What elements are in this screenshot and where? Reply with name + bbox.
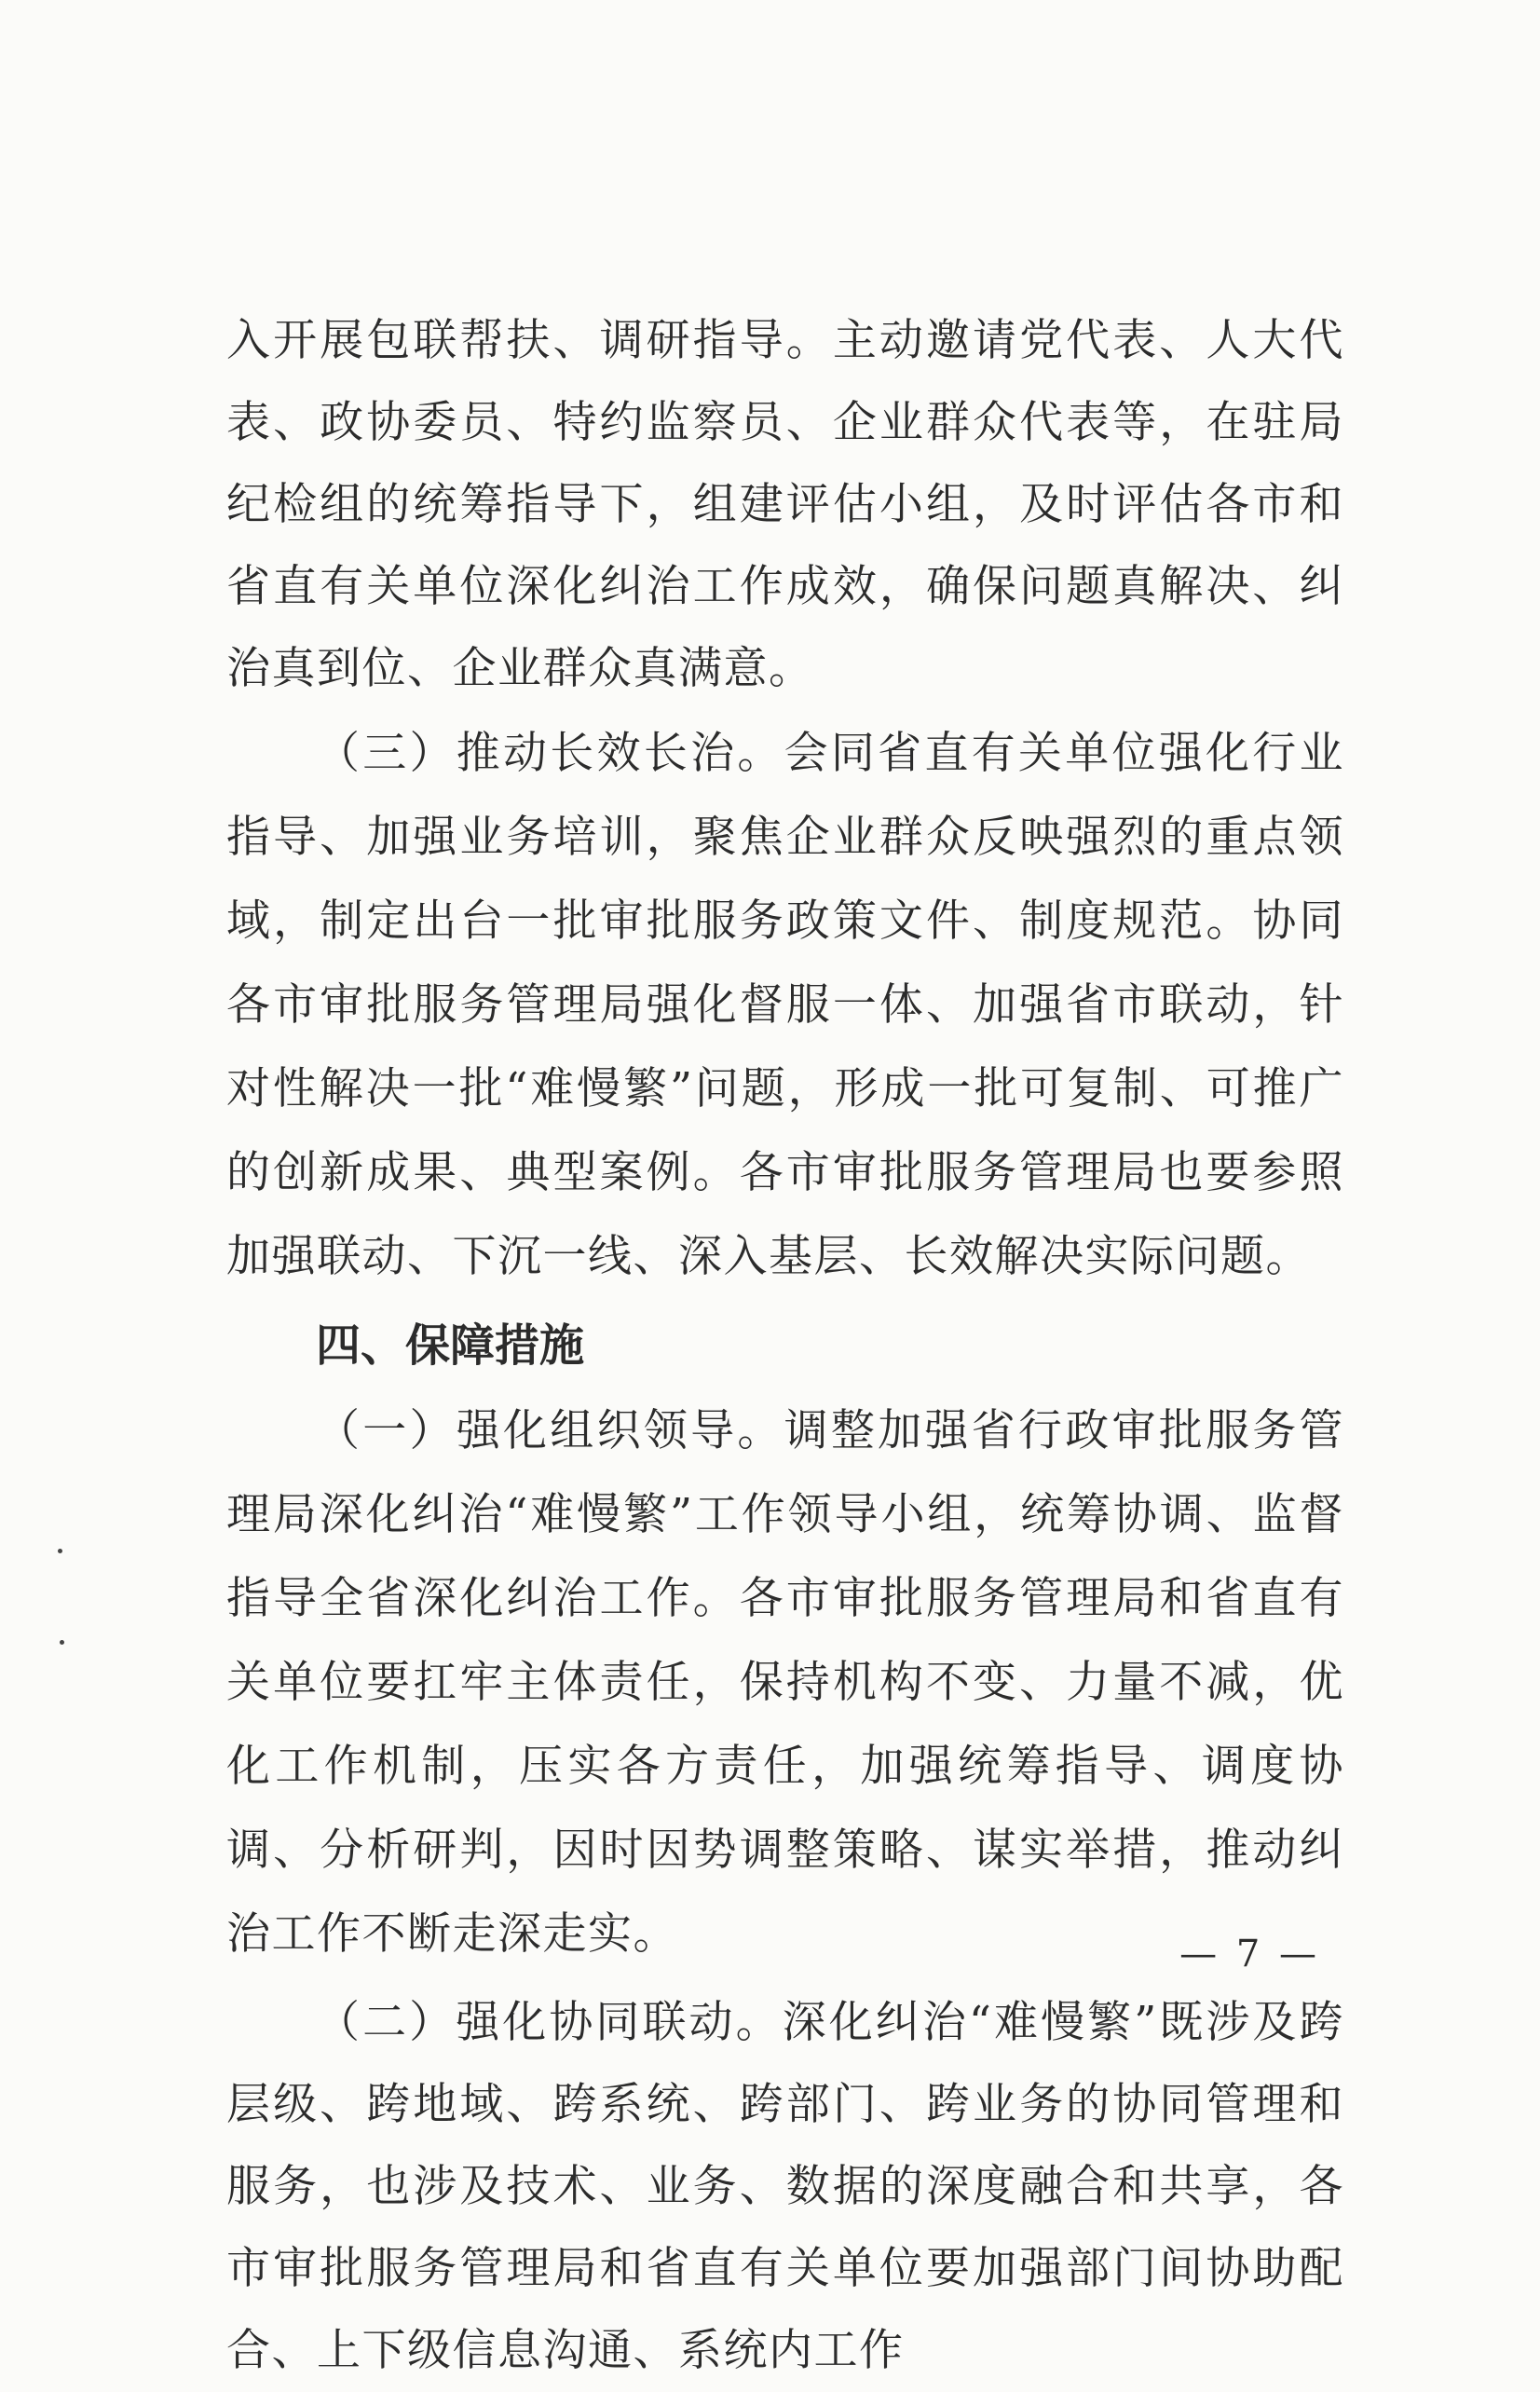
document-body bbox=[226, 300, 1344, 2392]
scan-dot-mark bbox=[60, 1640, 64, 1645]
scan-dot-mark bbox=[58, 1549, 62, 1553]
paragraph-coordination: （二）强化协同联动。深化纠治“难慢繁”既涉及跨层级、跨地域、跨系统、跨部门、跨业务的协同管理和服务，也涉及技术、业务、数据的深度融合和共享，各市审批服务管理局和省直有关单位要加强部门间协助配合、上下级信息沟通、系统内工作 bbox=[226, 1997, 1344, 2376]
paragraph-long-term-governance: （三）推动长效长治。会同省直有关单位强化行业指导、加强业务培训，聚焦企业群众反映强烈的重点领域，制定出台一批审批服务政策文件、制度规范。协同各市审批服务管理局强化督服一体、加强省市联动，针对性解决一批“难慢繁”问题，形成一批可复制、可推广的创新成果、典型案例。各市审批服务管理局也要参照加强联动、下沉一线、深入基层、长效解决实际问题。 bbox=[226, 728, 1344, 1282]
paragraph-continuation: 入开展包联帮扶、调研指导。主动邀请党代表、人大代表、政协委员、特约监察员、企业群众代表等，在驻局纪检组的统筹指导下，组建评估小组，及时评估各市和省直有关单位深化纠治工作成效，确保问题真解决、纠治真到位、企业群众真满意。 bbox=[226, 315, 1344, 694]
paragraph-organizational-leadership: （一）强化组织领导。调整加强省行政审批服务管理局深化纠治“难慢繁”工作领导小组，统筹协调、监督指导全省深化纠治工作。各市审批服务管理局和省直有关单位要扛牢主体责任，保持机构不变、力量不减，优化工作机制，压实各方责任，加强统筹指导、调度协调、分析研判，因时因势调整策略、谋实举措，推动纠治工作不断走深走实。 bbox=[226, 1405, 1344, 1960]
section-heading-safeguards: 四、保障措施 bbox=[316, 1319, 585, 1372]
page-number: — 7 — bbox=[1179, 1933, 1320, 1975]
